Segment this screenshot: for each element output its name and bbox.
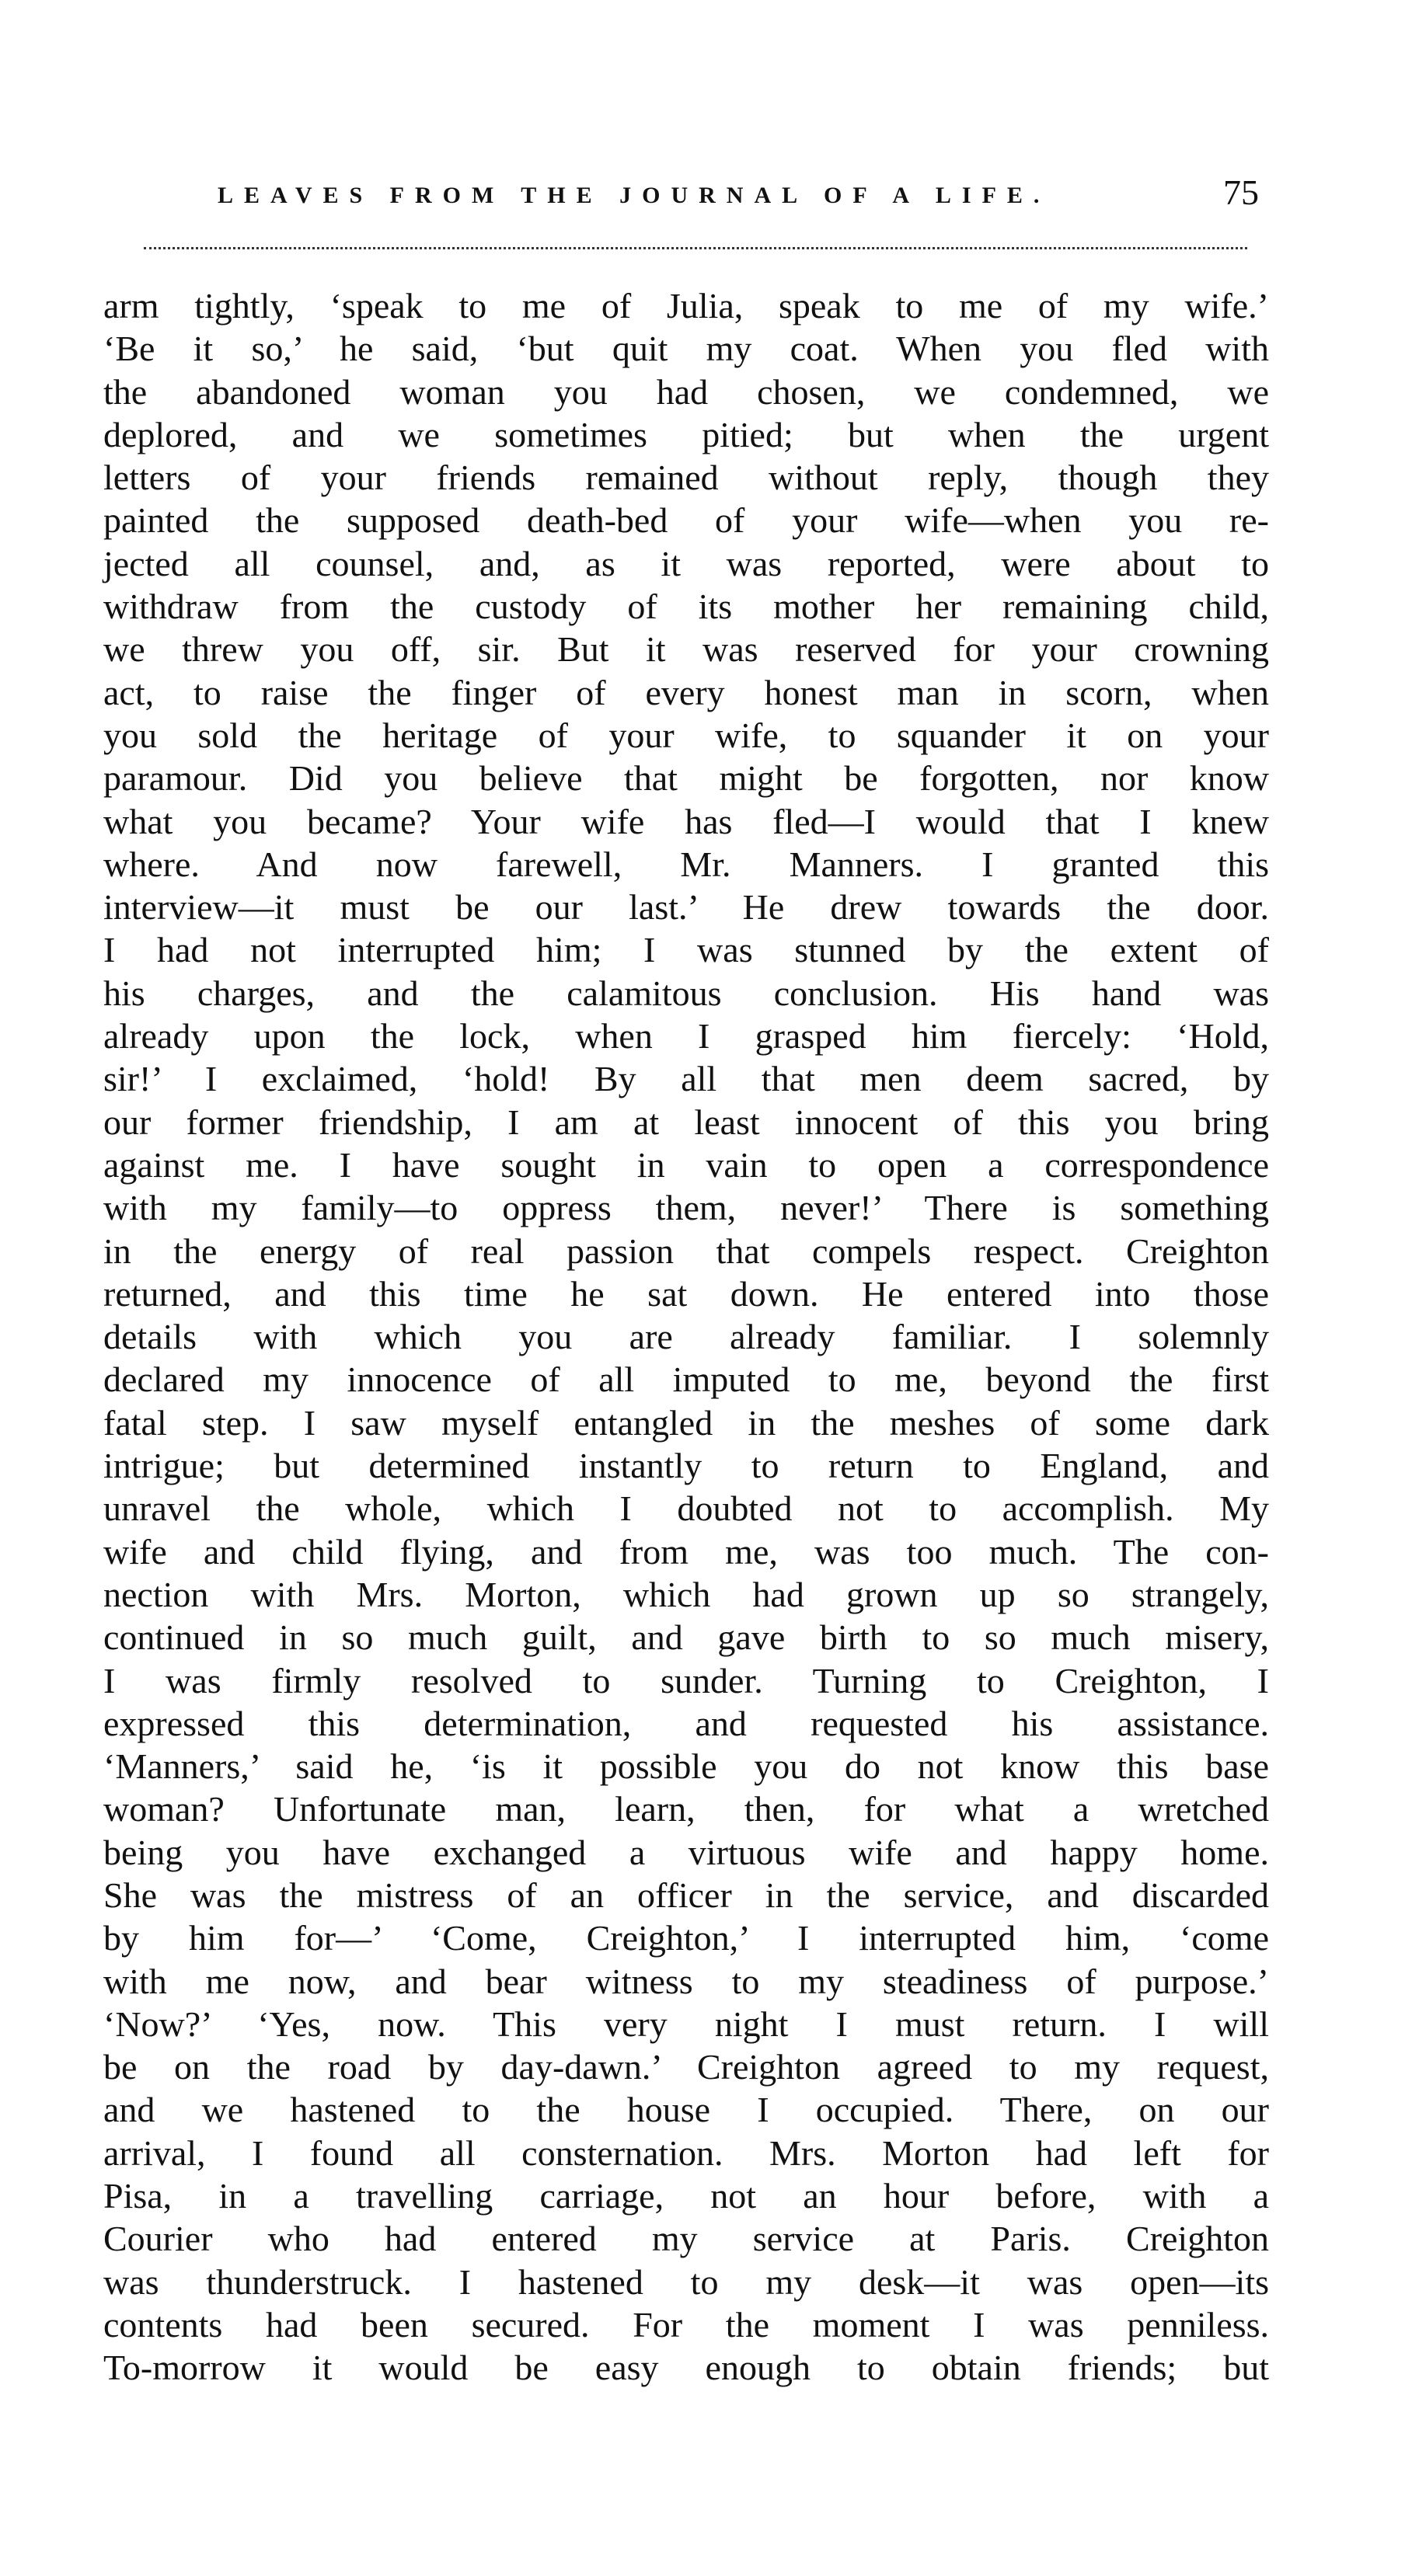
header-rule (144, 247, 1247, 249)
text-line: against me. I have sought in vain to open a correspondence (103, 1144, 1269, 1185)
text-line: nection with Mrs. Morton, which had grown up so strangely, (103, 1574, 1269, 1614)
text-line: ‘Be it so,’ he said, ‘but quit my coat. When you fled with (103, 329, 1269, 369)
text-line: To-morrow it would be easy enough to obtain friends; but (103, 2348, 1269, 2388)
text-line: what you became? Your wife has fled—I would that I knew (103, 801, 1269, 841)
text-line: his charges, and the calamitous conclusion. His hand was (103, 973, 1269, 1013)
text-line: I had not interrupted him; I was stunned by the extent of (103, 930, 1269, 970)
text-line: fatal step. I saw myself entangled in the meshes of some dark (103, 1402, 1269, 1443)
text-line: returned, and this time he sat down. He entered into those (103, 1273, 1269, 1314)
text-line: wife and child flying, and from me, was too much. The con- (103, 1531, 1269, 1572)
text-line: be on the road by day-dawn.’ Creighton agreed to my request, (103, 2047, 1269, 2087)
text-line: continued in so much guilt, and gave birth to so much misery, (103, 1617, 1269, 1658)
text-line: woman? Unfortunate man, learn, then, for what a wretched (103, 1789, 1269, 1829)
page-number: 75 (1223, 172, 1259, 212)
text-line: in the energy of real passion that compels respect. Creighton (103, 1231, 1269, 1271)
text-line: you sold the heritage of your wife, to squander it on your (103, 715, 1269, 755)
text-line: interview—it must be our last.’ He drew towards the door. (103, 887, 1269, 928)
text-line: act, to raise the finger of every honest man in scorn, when (103, 672, 1269, 712)
body-text (103, 284, 1269, 2390)
text-line: painted the supposed death-bed of your wife—when you re- (103, 500, 1269, 541)
text-line: was thunderstruck. I hastened to my desk—it was open—its (103, 2261, 1269, 2302)
text-line: withdraw from the custody of its mother her remaining child, (103, 587, 1269, 627)
text-line: jected all counsel, and, as it was reported, were about to (103, 543, 1269, 583)
text-line: our former friendship, I am at least innocent of this you bring (103, 1102, 1269, 1142)
text-line: Pisa, in a travelling carriage, not an hour before, with a (103, 2176, 1269, 2216)
text-line: She was the mistress of an officer in the service, and discarded (103, 1875, 1269, 1915)
text-line: expressed this determination, and requested his assistance. (103, 1703, 1269, 1743)
text-line: with me now, and bear witness to my steadiness of purpose.’ (103, 1961, 1269, 2001)
text-line: by him for—’ ‘Come, Creighton,’ I interrupted him, ‘come (103, 1918, 1269, 1958)
text-line: the abandoned woman you had chosen, we condemned, we (103, 371, 1269, 412)
text-line: intrigue; but determined instantly to return to England, and (103, 1446, 1269, 1486)
text-line: I was firmly resolved to sunder. Turning to Creighton, I (103, 1660, 1269, 1701)
text-line: with my family—to oppress them, never!’ There is something (103, 1188, 1269, 1228)
text-line: arrival, I found all consternation. Mrs. Morton had left for (103, 2132, 1269, 2173)
text-line: letters of your friends remained without reply, though they (103, 458, 1269, 498)
text-line: already upon the lock, when I grasped him fiercely: ‘Hold, (103, 1016, 1269, 1057)
text-line: we threw you off, sir. But it was reserved for your crowning (103, 629, 1269, 670)
text-line: being you have exchanged a virtuous wife and happy home. (103, 1832, 1269, 1872)
text-line: contents had been secured. For the moment I was penniless. (103, 2304, 1269, 2345)
text-line: paramour. Did you believe that might be forgotten, nor know (103, 758, 1269, 799)
text-line: declared my innocence of all imputed to me, beyond the first (103, 1359, 1269, 1400)
text-line: ‘Manners,’ said he, ‘is it possible you do not know this base (103, 1746, 1269, 1787)
text-line: arm tightly, ‘speak to me of Julia, speak to me of my wife.’ (103, 286, 1269, 325)
text-line: Courier who had entered my service at Paris. Creighton (103, 2219, 1269, 2259)
text-line: where. And now farewell, Mr. Manners. I granted this (103, 844, 1269, 884)
text-line: ‘Now?’ ‘Yes, now. This very night I must return. I will (103, 2003, 1269, 2044)
running-title: LEAVES FROM THE JOURNAL OF A LIFE. (218, 183, 1051, 208)
text-line: details with which you are already familiar. I solemnly (103, 1317, 1269, 1357)
text-line: unravel the whole, which I doubted not to accomplish. My (103, 1488, 1269, 1529)
text-line: sir!’ I exclaimed, ‘hold! By all that men deem sacred, by (103, 1059, 1269, 1099)
text-line: and we hastened to the house I occupied. There, on our (103, 2090, 1269, 2130)
text-line: deplored, and we sometimes pitied; but when the urgent (103, 414, 1269, 454)
